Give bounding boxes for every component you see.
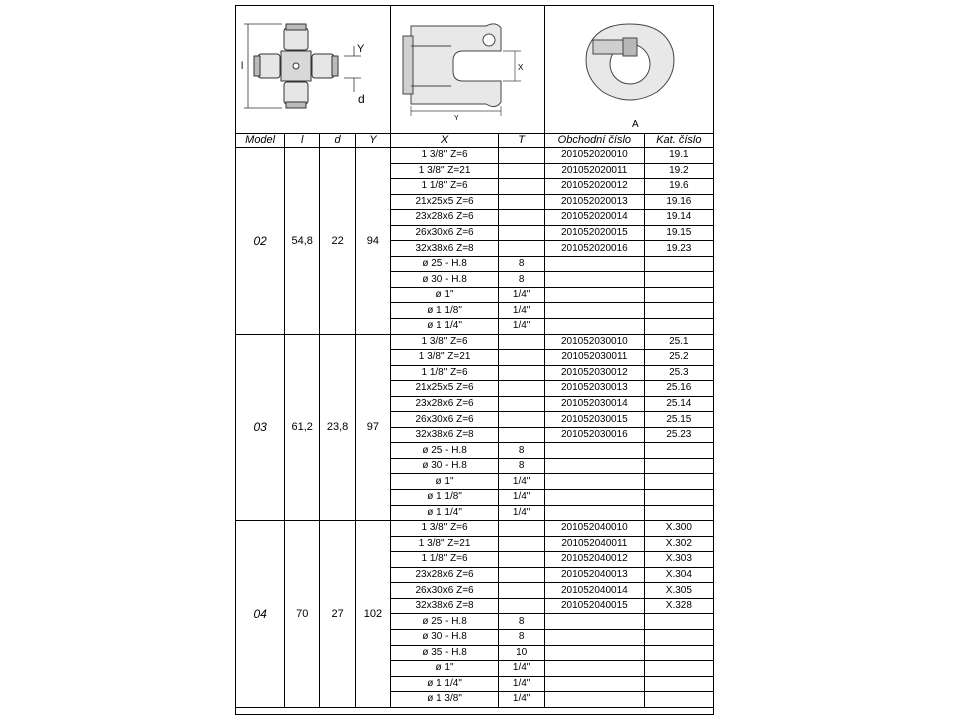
kat-cislo-cell: 19.15 bbox=[644, 225, 713, 241]
obchodni-cislo-cell: 201052040012 bbox=[544, 552, 644, 568]
d-cell: 23,8 bbox=[320, 334, 356, 521]
kat-cislo-cell bbox=[644, 443, 713, 459]
x-cell: ø 1 1/8" bbox=[390, 303, 498, 319]
obchodni-cislo-cell: 201052030015 bbox=[544, 412, 644, 428]
obchodni-cislo-cell: 201052030014 bbox=[544, 396, 644, 412]
y-cell: 102 bbox=[356, 521, 391, 708]
x-cell: 1 1/8" Z=6 bbox=[390, 365, 498, 381]
obchodni-cislo-cell bbox=[544, 443, 644, 459]
t-cell: 1/4" bbox=[499, 490, 545, 506]
d-cell: 27 bbox=[320, 521, 356, 708]
t-cell bbox=[499, 427, 545, 443]
header-x: X bbox=[390, 133, 498, 148]
obchodni-cislo-cell bbox=[544, 256, 644, 272]
table-row bbox=[236, 521, 713, 537]
t-cell bbox=[499, 225, 545, 241]
kat-cislo-cell: X.300 bbox=[644, 521, 713, 537]
x-cell: 23x28x6 Z=6 bbox=[390, 567, 498, 583]
obchodni-cislo-cell: 201052030010 bbox=[544, 334, 644, 350]
t-cell bbox=[499, 536, 545, 552]
t-cell bbox=[499, 350, 545, 366]
obchodni-cislo-cell: 201052020014 bbox=[544, 210, 644, 226]
t-cell bbox=[499, 365, 545, 381]
kat-cislo-cell: X.302 bbox=[644, 536, 713, 552]
section-drawing bbox=[545, 6, 715, 133]
kat-cislo-cell: 25.3 bbox=[644, 365, 713, 381]
t-cell bbox=[499, 163, 545, 179]
x-cell: ø 1" bbox=[390, 287, 498, 303]
x-cell: ø 1 1/4" bbox=[390, 676, 498, 692]
x-cell: 23x28x6 Z=6 bbox=[390, 396, 498, 412]
label-Y: Y bbox=[357, 43, 365, 55]
kat-cislo-cell: 25.23 bbox=[644, 427, 713, 443]
t-cell bbox=[499, 412, 545, 428]
model-cell: 03 bbox=[236, 334, 285, 521]
header-t: T bbox=[499, 133, 545, 148]
table-row bbox=[236, 334, 713, 350]
kat-cislo-cell: 19.6 bbox=[644, 179, 713, 195]
cross-drawing bbox=[236, 6, 391, 133]
obchodni-cislo-cell bbox=[544, 272, 644, 288]
l-cell: 70 bbox=[285, 521, 320, 708]
x-cell: 21x25x5 Z=6 bbox=[390, 381, 498, 397]
x-cell: 26x30x6 Z=6 bbox=[390, 412, 498, 428]
x-cell: ø 30 - H.8 bbox=[390, 458, 498, 474]
t-cell: 1/4" bbox=[499, 303, 545, 319]
kat-cislo-cell: 19.23 bbox=[644, 241, 713, 257]
t-cell: 8 bbox=[499, 458, 545, 474]
x-cell: 32x38x6 Z=8 bbox=[390, 598, 498, 614]
kat-cislo-cell bbox=[644, 287, 713, 303]
kat-cislo-cell: 25.2 bbox=[644, 350, 713, 366]
label-d: d bbox=[358, 92, 365, 106]
obchodni-cislo-cell bbox=[544, 490, 644, 506]
header-obchodni-cislo: Obchodní číslo bbox=[544, 133, 644, 148]
t-cell: 1/4" bbox=[499, 692, 545, 708]
label-l: l bbox=[241, 61, 244, 72]
y-cell: 97 bbox=[356, 334, 391, 521]
header-kat-cislo: Kat. číslo bbox=[644, 133, 713, 148]
obchodni-cislo-cell: 201052020010 bbox=[544, 148, 644, 164]
kat-cislo-cell: 25.15 bbox=[644, 412, 713, 428]
x-cell: ø 35 - H.8 bbox=[390, 645, 498, 661]
x-cell: 1 1/8" Z=6 bbox=[390, 179, 498, 195]
t-cell: 1/4" bbox=[499, 474, 545, 490]
header-d: d bbox=[320, 133, 356, 148]
obchodni-cislo-cell bbox=[544, 303, 644, 319]
table-row bbox=[236, 148, 713, 164]
diagram-row bbox=[236, 6, 713, 134]
d-cell: 22 bbox=[320, 148, 356, 335]
kat-cislo-cell bbox=[644, 490, 713, 506]
t-cell: 1/4" bbox=[499, 287, 545, 303]
model-cell: 02 bbox=[236, 148, 285, 335]
x-cell: 1 3/8" Z=21 bbox=[390, 163, 498, 179]
obchodni-cislo-cell: 201052030012 bbox=[544, 365, 644, 381]
kat-cislo-cell bbox=[644, 676, 713, 692]
x-cell: ø 30 - H.8 bbox=[390, 629, 498, 645]
model-cell: 04 bbox=[236, 521, 285, 708]
t-cell bbox=[499, 334, 545, 350]
t-cell: 1/4" bbox=[499, 319, 545, 335]
t-cell: 10 bbox=[499, 645, 545, 661]
t-cell bbox=[499, 194, 545, 210]
kat-cislo-cell bbox=[644, 303, 713, 319]
x-cell: 23x28x6 Z=6 bbox=[390, 210, 498, 226]
obchodni-cislo-cell bbox=[544, 692, 644, 708]
l-cell: 61,2 bbox=[285, 334, 320, 521]
section-diagram bbox=[545, 6, 715, 133]
t-cell bbox=[499, 567, 545, 583]
obchodni-cislo-cell bbox=[544, 319, 644, 335]
obchodni-cislo-cell bbox=[544, 629, 644, 645]
kat-cislo-cell bbox=[644, 505, 713, 521]
header-y: Y bbox=[356, 133, 391, 148]
t-cell bbox=[499, 521, 545, 537]
kat-cislo-cell: 19.16 bbox=[644, 194, 713, 210]
obchodni-cislo-cell bbox=[544, 287, 644, 303]
t-cell bbox=[499, 552, 545, 568]
x-cell: 26x30x6 Z=6 bbox=[390, 225, 498, 241]
obchodni-cislo-cell bbox=[544, 614, 644, 630]
spec-sheet bbox=[235, 5, 714, 715]
label-A: A bbox=[632, 119, 639, 130]
obchodni-cislo-cell: 201052020016 bbox=[544, 241, 644, 257]
t-cell: 8 bbox=[499, 272, 545, 288]
table-header-row bbox=[236, 133, 713, 148]
kat-cislo-cell: 19.1 bbox=[644, 148, 713, 164]
kat-cislo-cell bbox=[644, 474, 713, 490]
x-cell: 1 3/8" Z=21 bbox=[390, 350, 498, 366]
header-model: Model bbox=[236, 133, 285, 148]
kat-cislo-cell bbox=[644, 458, 713, 474]
x-cell: 1 3/8" Z=6 bbox=[390, 521, 498, 537]
obchodni-cislo-cell bbox=[544, 458, 644, 474]
x-cell: 21x25x5 Z=6 bbox=[390, 194, 498, 210]
x-cell: 1 3/8" Z=6 bbox=[390, 334, 498, 350]
x-cell: ø 1 1/8" bbox=[390, 490, 498, 506]
kat-cislo-cell bbox=[644, 629, 713, 645]
obchodni-cislo-cell: 201052040014 bbox=[544, 583, 644, 599]
t-cell bbox=[499, 210, 545, 226]
obchodni-cislo-cell bbox=[544, 645, 644, 661]
x-cell: 1 3/8" Z=21 bbox=[390, 536, 498, 552]
kat-cislo-cell: 19.14 bbox=[644, 210, 713, 226]
t-cell: 1/4" bbox=[499, 661, 545, 677]
t-cell: 1/4" bbox=[499, 505, 545, 521]
t-cell bbox=[499, 179, 545, 195]
x-cell: 26x30x6 Z=6 bbox=[390, 583, 498, 599]
t-cell bbox=[499, 583, 545, 599]
kat-cislo-cell bbox=[644, 692, 713, 708]
kat-cislo-cell: X.328 bbox=[644, 598, 713, 614]
x-cell: 1 3/8" Z=6 bbox=[390, 148, 498, 164]
parts-table bbox=[236, 133, 713, 708]
x-cell: ø 25 - H.8 bbox=[390, 443, 498, 459]
kat-cislo-cell bbox=[644, 645, 713, 661]
t-cell: 8 bbox=[499, 256, 545, 272]
kat-cislo-cell bbox=[644, 256, 713, 272]
label-yoke-Y: Y bbox=[454, 115, 459, 122]
kat-cislo-cell: X.303 bbox=[644, 552, 713, 568]
obchodni-cislo-cell: 201052020012 bbox=[544, 179, 644, 195]
kat-cislo-cell bbox=[644, 319, 713, 335]
kat-cislo-cell: X.305 bbox=[644, 583, 713, 599]
kat-cislo-cell bbox=[644, 272, 713, 288]
obchodni-cislo-cell: 201052020015 bbox=[544, 225, 644, 241]
x-cell: ø 1 1/4" bbox=[390, 505, 498, 521]
x-cell: ø 25 - H.8 bbox=[390, 256, 498, 272]
x-cell: 32x38x6 Z=8 bbox=[390, 427, 498, 443]
x-cell: ø 1 3/8" bbox=[390, 692, 498, 708]
obchodni-cislo-cell bbox=[544, 474, 644, 490]
obchodni-cislo-cell: 201052040015 bbox=[544, 598, 644, 614]
t-cell bbox=[499, 241, 545, 257]
obchodni-cislo-cell: 201052040011 bbox=[544, 536, 644, 552]
obchodni-cislo-cell: 201052030016 bbox=[544, 427, 644, 443]
obchodni-cislo-cell: 201052030013 bbox=[544, 381, 644, 397]
universal-joint-cross-diagram bbox=[236, 6, 391, 133]
kat-cislo-cell: X.304 bbox=[644, 567, 713, 583]
t-cell bbox=[499, 598, 545, 614]
l-cell: 54,8 bbox=[285, 148, 320, 335]
t-cell: 8 bbox=[499, 614, 545, 630]
x-cell: ø 1" bbox=[390, 474, 498, 490]
obchodni-cislo-cell bbox=[544, 676, 644, 692]
obchodni-cislo-cell: 201052040010 bbox=[544, 521, 644, 537]
obchodni-cislo-cell: 201052030011 bbox=[544, 350, 644, 366]
yoke-drawing bbox=[391, 6, 545, 133]
t-cell bbox=[499, 381, 545, 397]
obchodni-cislo-cell: 201052040013 bbox=[544, 567, 644, 583]
kat-cislo-cell: 19.2 bbox=[644, 163, 713, 179]
obchodni-cislo-cell bbox=[544, 661, 644, 677]
y-cell: 94 bbox=[356, 148, 391, 335]
x-cell: ø 1" bbox=[390, 661, 498, 677]
kat-cislo-cell bbox=[644, 661, 713, 677]
x-cell: ø 1 1/4" bbox=[390, 319, 498, 335]
kat-cislo-cell: 25.1 bbox=[644, 334, 713, 350]
t-cell: 8 bbox=[499, 443, 545, 459]
kat-cislo-cell: 25.14 bbox=[644, 396, 713, 412]
t-cell: 1/4" bbox=[499, 676, 545, 692]
t-cell: 8 bbox=[499, 629, 545, 645]
x-cell: 32x38x6 Z=8 bbox=[390, 241, 498, 257]
t-cell bbox=[499, 396, 545, 412]
kat-cislo-cell: 25.16 bbox=[644, 381, 713, 397]
kat-cislo-cell bbox=[644, 614, 713, 630]
obchodni-cislo-cell bbox=[544, 505, 644, 521]
obchodni-cislo-cell: 201052020013 bbox=[544, 194, 644, 210]
label-X: X bbox=[518, 63, 524, 72]
x-cell: ø 25 - H.8 bbox=[390, 614, 498, 630]
yoke-diagram bbox=[391, 6, 545, 133]
x-cell: ø 30 - H.8 bbox=[390, 272, 498, 288]
obchodni-cislo-cell: 201052020011 bbox=[544, 163, 644, 179]
header-l: l bbox=[285, 133, 320, 148]
t-cell bbox=[499, 148, 545, 164]
x-cell: 1 1/8" Z=6 bbox=[390, 552, 498, 568]
